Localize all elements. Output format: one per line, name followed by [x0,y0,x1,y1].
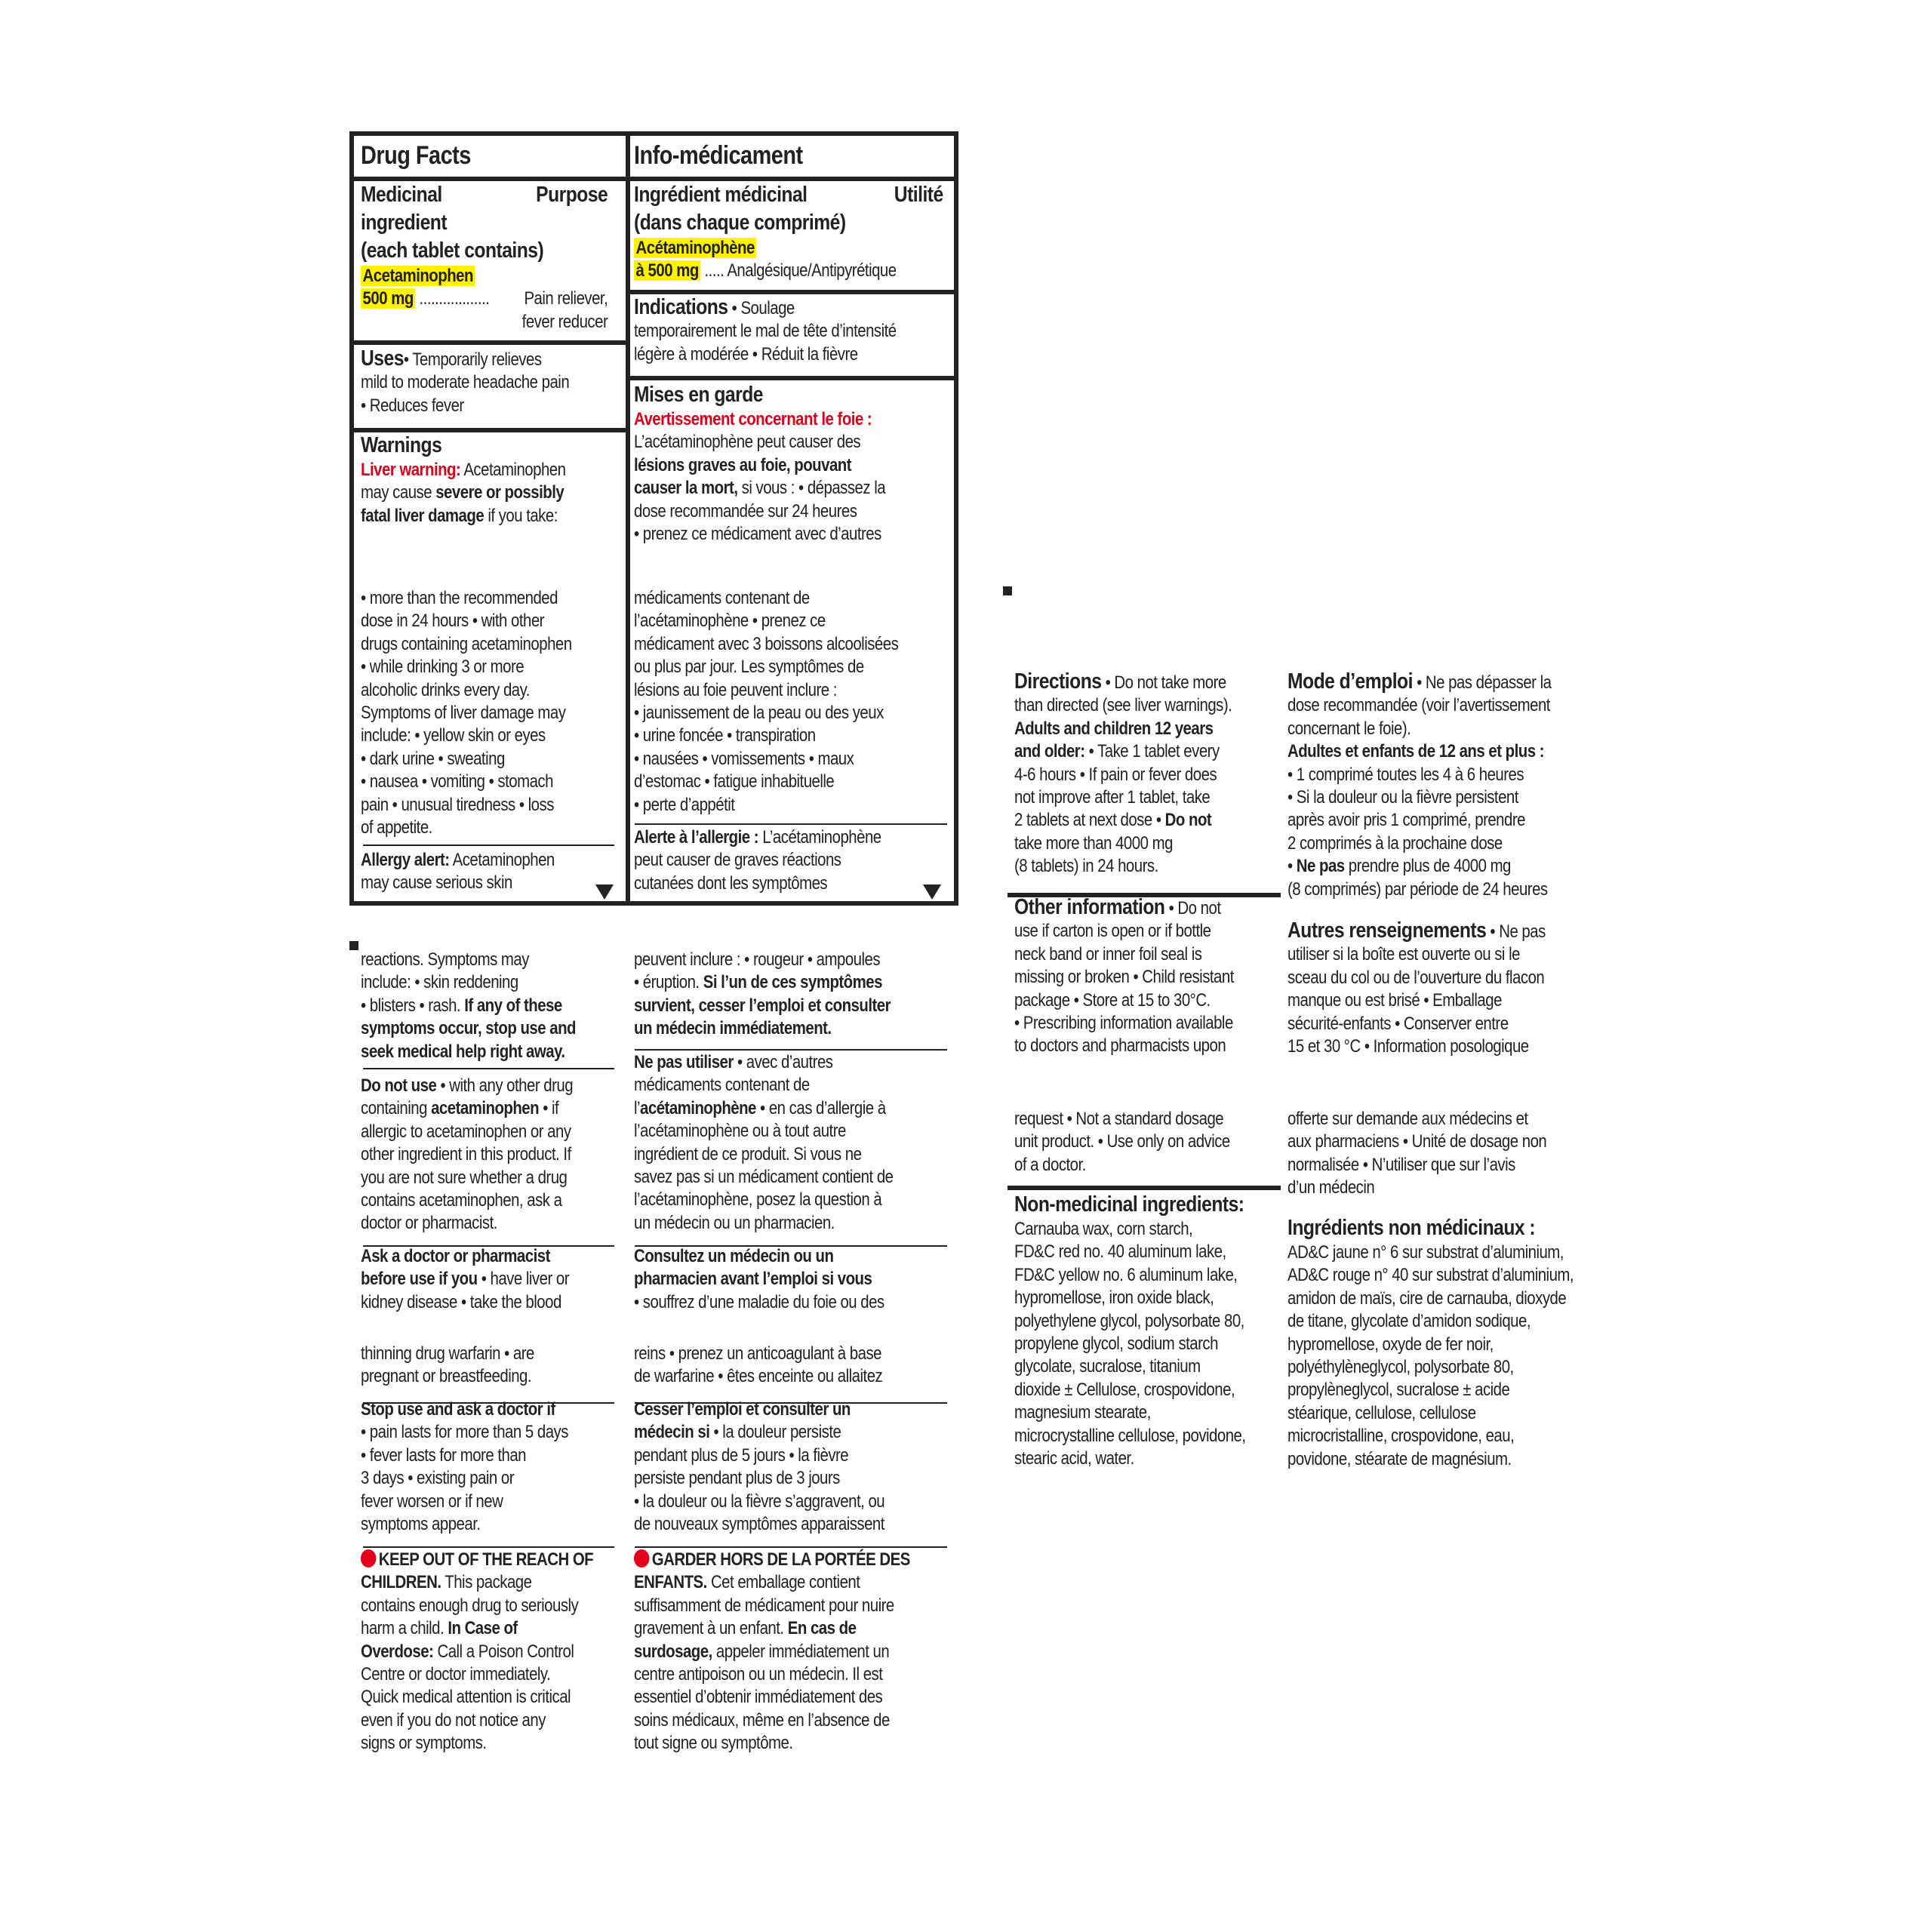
drug-facts-column [361,140,471,171]
uses-text: mild to moderate headache pain [361,372,570,393]
foie-warning-label: Avertissement concernant le foie : [634,409,872,429]
autres-renseignements-text: aux pharmaciens • Unité de dosage non [1287,1131,1547,1152]
mode-emploi-text: • Si la douleur ou la fièvre persistent [1287,787,1518,808]
non-medicinaux-text: stéarique, cellulose, cellulose [1287,1402,1476,1423]
stop-use-text: • fever lasts for more than [361,1444,527,1466]
keep-out-header: KEEP OUT OF THE REACH OF [378,1549,594,1570]
rule [1008,1186,1281,1190]
consultez-text: de warfarine • êtes enceinte ou allaitez [634,1366,883,1387]
non-medicinaux-block [1287,1214,1574,1471]
warning-text-fr: L’acétaminophène peut causer des [634,432,861,453]
directions-text: not improve after 1 tablet, take [1014,787,1211,808]
garder-header: GARDER HORS DE LA PORTÉE DES [651,1549,910,1570]
non-medicinal-text: hypromellose, iron oxide black, [1014,1287,1214,1309]
warning-line-fr: l’acétaminophène • prenez ce [634,611,826,632]
reactions-block-fr [634,949,891,1041]
directions-text: • Take 1 tablet every [1084,741,1220,762]
other-information-text: package • Store at 15 to 30°C. [1014,989,1211,1011]
ne-pas-utiliser-text: • avec d’autres [733,1052,833,1072]
warnings-continued [361,587,572,839]
other-information-text: neck band or inner foil seal is [1014,943,1202,964]
indications-text: légère à modérée • Réduit la fièvre [634,343,858,365]
cesser-block [634,1398,884,1536]
column-divider [626,136,630,901]
keep-out-text: This package [441,1572,532,1593]
reaction-line-bold: If any of these [464,995,562,1016]
other-information-continued [1014,1108,1230,1177]
info-medicament-title: Info-médicament [634,141,803,170]
stop-use-text: fever worsen or if new [361,1491,503,1512]
cesser-text: persiste pendant plus de 3 jours [634,1468,840,1489]
cesser-text: • la douleur persiste [709,1422,841,1443]
autres-renseignements-text: utiliser si la boîte est ouverte ou si le [1287,944,1520,965]
thin-rule [363,1546,614,1548]
cesser-header: médecin si [634,1422,710,1443]
ne-pas-utiliser-text: l’acétaminophène ou à tout autre [634,1121,846,1142]
garder-text: Cet emballage contient [706,1572,860,1593]
ne-pas-utiliser-text: médicaments contenant de [634,1075,810,1096]
do-not-use-text: you are not sure whether a drug [361,1167,568,1188]
consultez-text: reins • prenez un anticoagulant à base [634,1343,882,1364]
warning-line-fr: • nausées • vomissements • maux [634,748,854,769]
indications-text: • Soulage [728,298,795,318]
warning-text-fr-bold: lésions graves au foie, pouvant [634,454,852,475]
uses-header: Uses [361,346,404,371]
mode-emploi-text: après avoir pris 1 comprimé, prendre [1287,810,1525,831]
keep-out-text-bold: Overdose: [361,1641,434,1662]
stop-use-header: Stop use and ask a doctor if [361,1399,555,1420]
autres-renseignements-text: manque ou est brisé • Emballage [1287,990,1502,1011]
do-not-use-text: containing [361,1098,432,1119]
alerte-allergie-label: Alerte à l’allergie : [634,827,759,848]
reaction-line: reactions. Symptoms may [361,949,529,970]
do-not-use-text-bold: acetaminophen [431,1098,540,1119]
warning-line-fr: • perte d’appétit [634,794,735,815]
ask-doctor-text: kidney disease • take the blood [361,1291,561,1312]
keep-out-text: contains enough drug to seriously [361,1595,579,1616]
indications-header: Indications [634,295,728,319]
ask-doctor-header: Ask a doctor or pharmacist [361,1246,550,1266]
dot-leader: .................. [419,288,490,309]
mode-emploi-text: (8 comprimés) par période de 24 heures [1287,878,1548,900]
stop-sign-icon [634,1549,649,1567]
mises-en-garde-header: Mises en garde [634,383,763,407]
non-medicinaux-header: Ingrédients non médicinaux : [1287,1216,1536,1240]
non-medicinal-block [1014,1191,1246,1470]
stop-use-text: 3 days • existing pain or [361,1468,515,1489]
info-medicament-column [634,140,803,171]
non-medicinal-text: microcrystalline cellulose, povidone, [1014,1425,1246,1446]
do-not-use-block [361,1075,573,1235]
keep-out-header: CHILDREN. [361,1572,441,1593]
utilite-header: Utilité [894,183,943,207]
do-not-use-text: • with any other drug [436,1075,574,1096]
keep-out-text: even if you do not notice any [361,1709,546,1730]
mode-emploi-text: dose recommandée (voir l’avertissement [1287,695,1550,716]
directions-text-bold: Adults and children 12 years [1014,718,1214,739]
thin-rule [635,1049,947,1051]
indications-block [634,296,897,366]
warning-line: • dark urine • sweating [361,748,505,769]
ne-pas-utiliser-text: ingrédient de ce produit. Si vous ne [634,1143,862,1164]
mode-emploi-header: Mode d’emploi [1287,669,1413,694]
warning-text: may cause [361,482,436,503]
non-medicinal-text: glycolate, sucralose, titanium [1014,1356,1201,1377]
panel-3 [1003,586,1012,595]
directions-text: take more than 4000 mg [1014,832,1173,854]
keep-out-text: Centre or doctor immediately. [361,1664,551,1685]
garder-text: soins médicaux, même en l’absence de [634,1709,890,1730]
reaction-line: include: • skin reddening [361,972,518,993]
uses-block [361,347,569,417]
warning-line-fr: médicament avec 3 boissons alcoolisées [634,633,899,654]
ask-doctor-text: pregnant or breastfeeding. [361,1366,532,1387]
other-information-block [1014,896,1234,1058]
mode-emploi-text: • 1 comprimé toutes les 4 à 6 heures [1287,764,1524,785]
ne-pas-utiliser-text: l’ [634,1097,641,1118]
thin-rule [363,1068,614,1069]
warning-line: • more than the recommended [361,588,558,608]
non-medicinaux-text: microcristalline, crospovidone, eau, [1287,1426,1515,1447]
other-information-text: • Prescribing information available [1014,1013,1233,1034]
garder-text: tout signe ou symptôme. [634,1733,793,1754]
reaction-line-fr: peuvent inclure : • rougeur • ampoules [634,949,881,970]
ingredient-header: Medicinal [361,183,442,207]
indications-text: temporairement le mal de tête d’intensité [634,321,897,342]
other-information-text: of a doctor. [1014,1154,1086,1175]
warning-text-fr-bold: causer la mort, [634,478,738,499]
warning-line: include: • yellow skin or eyes [361,725,546,746]
reactions-block [361,949,576,1063]
purpose-header: Purpose [536,183,608,207]
reaction-line-fr-bold: survient, cesser l’emploi et consulter [634,995,891,1016]
directions-text: • Do not take more [1101,672,1226,693]
allergy-alert-block [361,849,555,895]
ask-doctor-continued [361,1343,534,1389]
cesser-text: de nouveaux symptômes apparaissent [634,1514,884,1535]
rule [354,340,626,345]
warning-line: • while drinking 3 or more [361,657,525,678]
ingredient-dose-fr: à 500 mg [634,260,700,281]
reaction-line-fr-bold: un médecin immédiatement. [634,1018,832,1039]
garder-text-bold: surdosage, [634,1641,712,1662]
cesser-header: Cesser l’emploi et consulter un [634,1399,851,1420]
non-medicinaux-text: hypromellose, oxyde de fer noir, [1287,1334,1494,1355]
keep-out-text: signs or symptoms. [361,1733,487,1754]
non-medicinal-text: polyethylene glycol, polysorbate 80, [1014,1310,1244,1331]
other-information-header: Other information [1014,895,1165,919]
do-not-use-header: Do not use [361,1075,437,1096]
non-medicinal-text: dioxide ± Cellulose, crospovidone, [1014,1379,1235,1400]
reaction-line-fr: • éruption. [634,972,703,993]
non-medicinaux-text: amidon de maïs, cire de carnauba, dioxyde [1287,1287,1567,1309]
do-not-use-text: doctor or pharmacist. [361,1213,497,1234]
warnings-block [361,432,565,528]
reaction-line-bold: symptoms occur, stop use and [361,1018,577,1039]
keep-out-text: Call a Poison Control [433,1641,574,1662]
allergy-alert-label: Allergy alert: [361,850,450,870]
garder-text: essentiel d’obtenir immédiatement des [634,1687,883,1708]
ingredient-dose: 500 mg [361,288,415,309]
consultez-block [634,1245,884,1314]
ne-pas-utiliser-text: un médecin ou un pharmacien. [634,1212,835,1233]
warnings-header: Warnings [361,433,442,457]
garder-header: ENFANTS. [634,1572,707,1593]
mode-emploi-text-bold: Adultes et enfants de 12 ans et plus : [1287,741,1544,762]
continue-arrow-icon [923,884,941,900]
warning-text: Acetaminophen [460,460,566,480]
non-medicinal-header: Non-medicinal ingredients: [1014,1192,1244,1217]
keep-out-text-bold: In Case of [448,1618,518,1639]
ne-pas-utiliser-text: l’acétaminophène, posez la question à [634,1189,882,1211]
autres-renseignements-header: Autres renseignements [1287,918,1487,943]
other-information-text: missing or broken • Child resistant [1014,967,1234,988]
non-medicinal-text: Carnauba wax, corn starch, [1014,1219,1193,1239]
warning-line-fr: médicaments contenant de [634,588,810,608]
warning-line: drugs containing acetaminophen [361,633,572,654]
allergie-text: peut causer de graves réactions [634,850,841,871]
warning-line: dose in 24 hours • with other [361,611,544,632]
warning-text-fr: si vous : • dépassez la [737,478,886,499]
purpose-1: Pain reliever, [524,288,608,309]
ask-doctor-text: thinning drug warfarin • are [361,1343,534,1364]
other-information-text: to doctors and pharmacists upon [1014,1035,1226,1057]
ne-pas-utiliser-block [634,1051,893,1235]
mises-en-garde-continued [634,587,898,817]
other-information-text: • Do not [1164,898,1221,918]
stop-use-text: symptoms appear. [361,1514,481,1535]
non-medicinal-text: propylene glycol, sodium starch [1014,1334,1218,1355]
directions-text: than directed (see liver warnings). [1014,695,1232,716]
rule [626,376,954,380]
warning-text-bold: fatal liver damage [361,505,485,526]
ingredient-name: Acetaminophen [361,266,475,286]
allergy-text: may cause serious skin [361,872,512,894]
autres-renseignements-text: d’un médecin [1287,1177,1375,1198]
allergy-text: Acetaminophen [449,850,555,870]
warning-text: if you take: [484,505,558,526]
do-not-use-text: allergic to acetaminophen or any [361,1121,571,1142]
ask-doctor-text: • have liver or [477,1269,570,1290]
keep-out-text: Quick medical attention is critical [361,1687,571,1708]
autres-renseignements-block [1287,919,1546,1058]
consultez-header: Consultez un médecin ou un [634,1246,834,1266]
garder-block [634,1549,910,1755]
directions-text: (8 tablets) in 24 hours. [1014,856,1158,877]
reaction-line-bold: seek medical help right away. [361,1041,565,1062]
panel-2 [349,941,358,950]
thin-rule [635,1546,947,1548]
cesser-text: pendant plus de 5 jours • la fièvre [634,1444,849,1466]
directions-block [1014,670,1232,878]
warning-line-fr: • urine foncée • transpiration [634,725,816,746]
reaction-line-fr-bold: Si l’un de ces symptômes [703,972,882,993]
warning-line: Symptoms of liver damage may [361,703,566,724]
autres-renseignements-text: 15 et 30 °C • Information posologique [1287,1036,1529,1057]
ingredient-name-fr: Acétaminophène [634,238,756,258]
ingredient-header-fr: Ingrédient médicinal [634,183,808,207]
non-medicinal-text: FD&C yellow no. 6 aluminum lake, [1014,1264,1238,1285]
ne-pas-utiliser-text: savez pas si un médicament contient de [634,1167,894,1188]
mode-emploi-text: concernant le foie). [1287,718,1411,739]
warning-line-fr: ou plus par jour. Les symptômes de [634,657,864,678]
allergie-text: cutanées dont les symptômes [634,872,828,894]
garder-text: centre antipoison ou un médecin. Il est [634,1664,883,1685]
mode-emploi-text-bold: Ne pas [1296,856,1345,877]
ask-doctor-header: before use if you [361,1269,478,1290]
stop-use-text: • pain lasts for more than 5 days [361,1422,568,1443]
each-tablet-fr: (dans chaque comprimé) [634,211,846,235]
directions-header: Directions [1014,669,1102,694]
directions-text: 4-6 hours • If pain or fever does [1014,764,1217,785]
each-tablet: (each tablet contains) [361,238,544,263]
non-medicinaux-text: AD&C jaune n° 6 sur substrat d’aluminium, [1287,1242,1564,1263]
alerte-allergie-block [634,826,881,895]
directions-text: 2 tablets at next dose • [1014,810,1165,831]
mode-emploi-block [1287,670,1551,901]
warning-line: alcoholic drinks every day. [361,679,530,700]
consultez-header: pharmacien avant l’emploi si vous [634,1269,872,1290]
mises-en-garde-block [634,381,885,546]
mode-emploi-text: 2 comprimés à la prochaine dose [1287,832,1503,854]
purpose-2: fever reducer [521,311,608,332]
garder-text: appeler immédiatement un [712,1641,890,1662]
non-medicinaux-text: AD&C rouge n° 40 sur substrat d’aluminium, [1287,1265,1574,1286]
reaction-line: • blisters • rash. [361,995,465,1016]
ne-pas-utiliser-text: • en cas d’allergie à [755,1097,886,1118]
continue-arrow-icon [595,884,614,900]
non-medicinaux-text: polyéthylèneglycol, polysorbate 80, [1287,1357,1514,1378]
directions-text-bold: and older: [1014,741,1085,762]
uses-text: • Temporarily relieves [403,349,542,370]
other-information-text: request • Not a standard dosage [1014,1109,1224,1129]
ingredient-header-2: ingredient [361,211,448,235]
autres-renseignements-text: offerte sur demande aux médecins et [1287,1109,1528,1129]
warning-text-bold: severe or possibly [435,482,565,503]
autres-renseignements-text: normalisée • N’utiliser que sur l’avis [1287,1154,1515,1175]
liver-warning-label: Liver warning: [361,460,461,480]
allergie-text: L’acétaminophène [758,827,881,848]
warning-line-fr: d’estomac • fatigue inhabituelle [634,771,835,792]
medicinal-ingredient-block [361,181,608,334]
drug-facts-title: Drug Facts [361,141,471,170]
non-medicinaux-text: de titane, glycolate d’amidon sodique, [1287,1311,1531,1332]
stop-use-block [361,1398,568,1536]
ne-pas-utiliser-header: Ne pas utiliser [634,1052,734,1072]
non-medicinaux-text: propylèneglycol, sucralose ± acide [1287,1380,1510,1401]
do-not-use-text: • if [539,1098,559,1119]
warning-line: pain • unusual tiredness • loss [361,794,554,815]
mode-emploi-text: prendre plus de 4000 mg [1344,856,1511,877]
consultez-continued [634,1343,882,1389]
autres-renseignements-continued [1287,1108,1546,1200]
non-medicinal-text: stearic acid, water. [1014,1448,1134,1469]
mode-emploi-text: • [1287,856,1297,877]
mode-emploi-text: • Ne pas dépasser la [1412,672,1552,693]
warning-text-fr: • prenez ce médicament avec d’autres [634,524,881,545]
warning-line-fr: • jaunissement de la peau ou des yeux [634,703,884,724]
consultez-text: • souffrez d’une maladie du foie ou des [634,1291,884,1312]
keep-out-block [361,1549,593,1755]
other-information-text: use if carton is open or if bottle [1014,921,1211,942]
warning-line: of appetite. [361,817,432,838]
non-medicinal-text: magnesium stearate, [1014,1402,1151,1423]
autres-renseignements-text: sceau du col ou de l’ouverture du flacon [1287,967,1545,988]
keep-out-text: harm a child. [361,1618,448,1639]
thin-rule [363,844,614,846]
thin-rule [635,823,947,825]
cesser-text: • la douleur ou la fièvre s’aggravent, ou [634,1491,885,1512]
ingredient-medicinal-block [634,181,943,283]
warning-text-fr: dose recommandée sur 24 heures [634,500,857,521]
non-medicinaux-text: povidone, stéarate de magnésium. [1287,1448,1512,1469]
stop-sign-icon [361,1549,376,1567]
do-not-use-text: other ingredient in this product. If [361,1144,571,1165]
warning-line-fr: lésions au foie peuvent inclure : [634,679,837,700]
garder-text: suffisamment de médicament pour nuire [634,1595,894,1616]
garder-text: gravement à un enfant. [634,1618,788,1639]
garder-text-bold: En cas de [787,1618,857,1639]
directions-text-bold: Do not [1164,810,1212,831]
ne-pas-utiliser-text-bold: acétaminophène [640,1097,756,1118]
rule [626,290,954,294]
autres-renseignements-text: sécurité-enfants • Conserver entre [1287,1013,1509,1034]
purpose-fr: ..... Analgésique/Antipyrétique [700,260,897,281]
uses-text: • Reduces fever [361,395,464,416]
ask-doctor-block [361,1245,569,1314]
warning-line: • nausea • vomiting • stomach [361,771,553,792]
do-not-use-text: contains acetaminophen, ask a [361,1190,562,1211]
non-medicinal-text: FD&C red no. 40 aluminum lake, [1014,1241,1226,1263]
other-information-text: unit product. • Use only on advice [1014,1131,1230,1152]
autres-renseignements-text: • Ne pas [1486,921,1546,942]
